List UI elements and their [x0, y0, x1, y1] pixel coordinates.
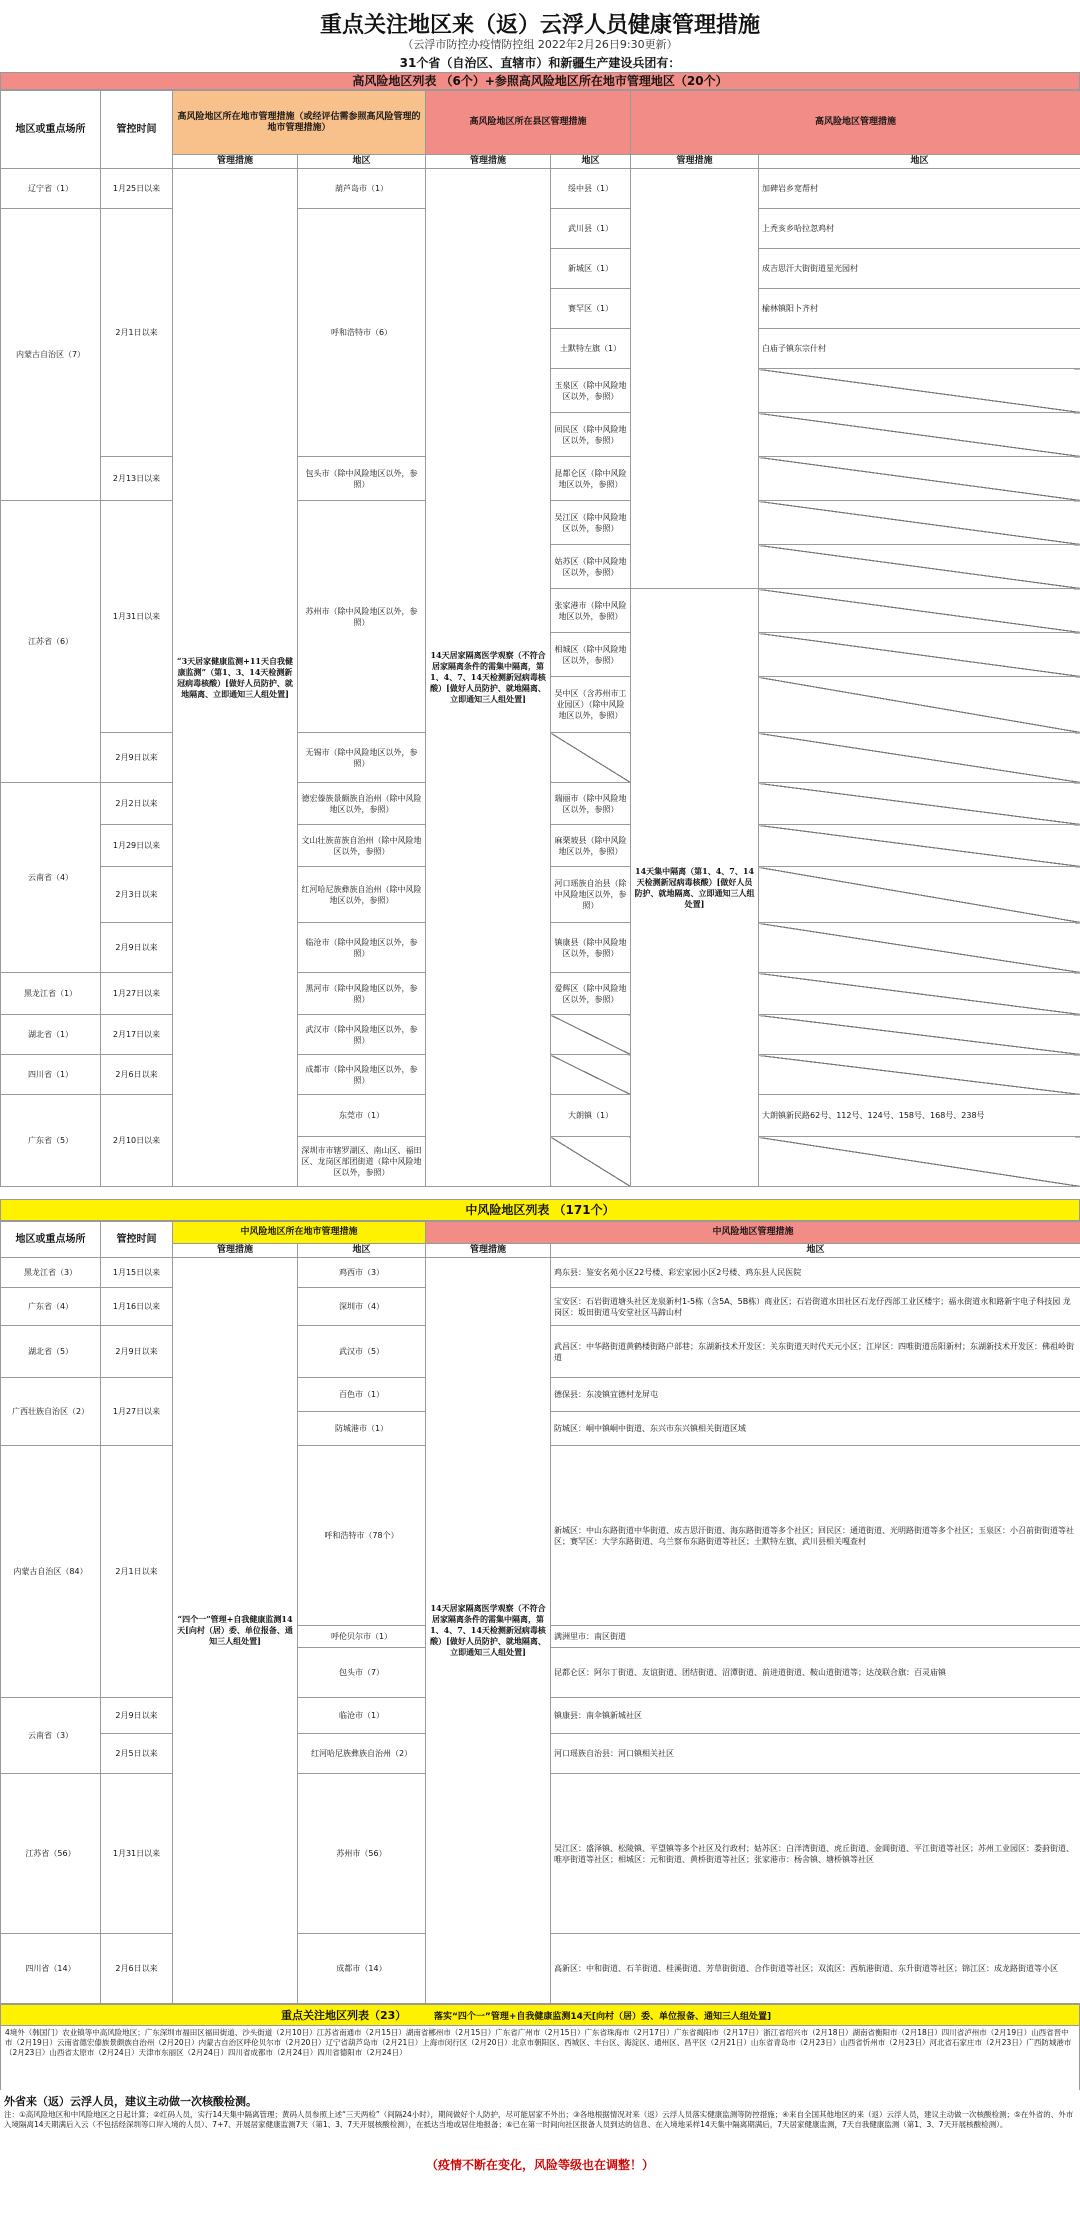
empty-slash-cell [759, 825, 1080, 867]
city-cell: 呼和浩特市（6） [298, 209, 426, 457]
county-cell: 土默特左旗（1） [551, 329, 631, 369]
empty-slash-cell [759, 923, 1080, 973]
sub-area: 地区 [298, 155, 426, 169]
time-cell: 1月29日以来 [101, 825, 173, 867]
city-cell: 鸡西市（3） [298, 1258, 426, 1288]
empty-slash-cell [759, 677, 1080, 733]
empty-slash-cell [759, 733, 1080, 783]
county-cell: 吴江区（除中风险地区以外，参照） [551, 501, 631, 545]
detail-cell: 昆都仑区：阿尔丁街道、友谊街道、团结街道、沼潭街道、前进道街道、鞍山道街道等；达茂联合旗：百灵庙镇 [551, 1648, 1080, 1698]
county-cell: 镇康县（除中风险地区以外，参照） [551, 923, 631, 973]
col-time: 管控时间 [101, 91, 173, 169]
region-cell: 内蒙古自治区（7） [1, 209, 101, 501]
time-cell: 2月9日以来 [101, 1326, 173, 1378]
county-cell: 昆都仑区（除中风险地区以外，参照） [551, 457, 631, 501]
sub-area: 地区 [759, 155, 1080, 169]
city-cell: 葫芦岛市（1） [298, 169, 426, 209]
sub-measure: 管理措施 [426, 155, 551, 169]
time-cell: 1月31日以来 [101, 501, 173, 733]
county-cell: 绥中县（1） [551, 169, 631, 209]
area-cell: 成吉思汗大街街道星光园村 [759, 249, 1080, 289]
city-measure: “3天居家健康监测+11天自我健康监测”（第1、3、14天检测新冠病毒核酸）[做好人员防护、就地隔离、立即通知三人组处置] [173, 169, 298, 1187]
focus-measure: 落实“四个一”管理+自我健康监测14天[向村（居）委、单位报备、通知三人组处置] [434, 2012, 772, 2022]
detail-cell: 德保县：东凌镇宜德村龙屏屯 [551, 1378, 1080, 1412]
region-cell: 黑龙江省（3） [1, 1258, 101, 1288]
city-cell: 呼和浩特市（78个） [298, 1446, 426, 1626]
high-measure-top [631, 169, 759, 589]
area-measure: 14天居家隔离医学观察（不符合居家隔离条件的需集中隔离，第1、4、7、14天检测新冠病毒核酸）[做好人员防护、就地隔离、立即通知三人组处置] [426, 1258, 551, 2004]
detail-cell: 新城区：中山东路街道中华街道、成吉思汗街道、海东路街道等多个社区；回民区：通道街道、光明路街道等多个社区；玉泉区：小召前街街道等社区；赛罕区：大学东路街道、乌兰察布东路街道等社区；土默特左旗、武川县相关嘎查村 [551, 1446, 1080, 1626]
city-cell: 包头市（7） [298, 1648, 426, 1698]
city-cell: 红河哈尼族彝族自治州（2） [298, 1734, 426, 1774]
county-measure: 14天居家隔离医学观察（不符合居家隔离条件的需集中隔离，第1、4、7、14天检测新冠病毒核酸）[做好人员防护、就地隔离、立即通知三人组处置] [426, 169, 551, 1187]
area-cell: 白庙子镇东宗什村 [759, 329, 1080, 369]
time-cell: 1月15日以来 [101, 1258, 173, 1288]
county-cell: 张家港市（除中风险地区以外，参照） [551, 589, 631, 633]
time-cell: 2月9日以来 [101, 1698, 173, 1734]
region-cell: 四川省（14） [1, 1934, 101, 2004]
area-cell: 加碑岩乡宽帮村 [759, 169, 1080, 209]
county-cell: 爱辉区（除中风险地区以外，参照） [551, 973, 631, 1015]
empty-slash-cell [551, 1137, 631, 1187]
city-cell: 包头市（除中风险地区以外，参照） [298, 457, 426, 501]
time-cell: 1月16日以来 [101, 1288, 173, 1326]
time-cell: 1月27日以来 [101, 973, 173, 1015]
city-cell: 德宏傣族景颇族自治州（除中风险地区以外，参照） [298, 783, 426, 825]
city-cell: 临沧市（1） [298, 1698, 426, 1734]
region-cell: 云南省（4） [1, 783, 101, 973]
empty-slash-cell [759, 973, 1080, 1015]
empty-slash-cell [551, 1015, 631, 1055]
region-cell: 广东省（4） [1, 1288, 101, 1326]
city-cell: 临沧市（除中风险地区以外，参照） [298, 923, 426, 973]
city-cell: 深圳市市辖罗湖区、南山区、福田区、龙岗区部团街道（除中风险地区以外，参照） [298, 1137, 426, 1187]
col-region: 地区或重点场所 [1, 91, 101, 169]
time-cell: 2月1日以来 [101, 209, 173, 457]
grp-area: 中风险地区管理措施 [426, 1222, 1080, 1244]
region-cell: 江苏省（6） [1, 501, 101, 783]
region-cell: 湖北省（1） [1, 1015, 101, 1055]
region-cell: 四川省（1） [1, 1055, 101, 1095]
region-cell: 江苏省（56） [1, 1774, 101, 1934]
city-cell: 深圳市（4） [298, 1288, 426, 1326]
region-cell: 湖北省（5） [1, 1326, 101, 1378]
empty-slash-cell [551, 733, 631, 783]
city-cell: 武汉市（除中风险地区以外，参照） [298, 1015, 426, 1055]
region-cell: 云南省（3） [1, 1698, 101, 1774]
city-measure: “四个一”管理+自我健康监测14天[向村（居）委、单位报备、通知三人组处置] [173, 1258, 298, 2004]
county-cell: 吴中区（含苏州市工业园区）（除中风险地区以外，参照） [551, 677, 631, 733]
time-cell: 1月27日以来 [101, 1378, 173, 1446]
high-measure: 14天集中隔离（第1、4、7、14天检测新冠病毒核酸）[做好人员防护、就地隔离、立即通知三人组处置] [631, 589, 759, 1187]
col-region: 地区或重点场所 [1, 1222, 101, 1258]
city-cell: 苏州市（56） [298, 1774, 426, 1934]
county-cell: 姑苏区（除中风险地区以外，参照） [551, 545, 631, 589]
medium-risk-table [0, 1221, 1080, 2004]
sub-measure: 管理措施 [631, 155, 759, 169]
closing-warning: （疫情不断在变化，风险等级也在调整！） [425, 2158, 654, 2172]
time-cell: 2月1日以来 [101, 1446, 173, 1698]
time-cell: 2月17日以来 [101, 1015, 173, 1055]
time-cell: 2月6日以来 [101, 1055, 173, 1095]
empty-slash-cell [759, 1137, 1080, 1187]
city-cell: 成都市（14） [298, 1934, 426, 2004]
city-cell: 东莞市（1） [298, 1095, 426, 1137]
region-cell: 广东省（5） [1, 1095, 101, 1187]
city-cell: 黑河市（除中风险地区以外，参照） [298, 973, 426, 1015]
detail-cell: 防城区：峒中镇峒中街道、东兴市东兴镇相关街道区域 [551, 1412, 1080, 1446]
region-cell: 辽宁省（1） [1, 169, 101, 209]
detail-cell: 河口瑶族自治县：河口镇相关社区 [551, 1734, 1080, 1774]
region-cell: 黑龙江省（1） [1, 973, 101, 1015]
empty-slash-cell [551, 1055, 631, 1095]
area-cell: 大朗镇新民路62号、112号、124号、158号、168号、238号 [759, 1095, 1080, 1137]
empty-slash-cell [759, 413, 1080, 457]
empty-slash-cell [759, 589, 1080, 633]
city-cell: 苏州市（除中风险地区以外，参照） [298, 501, 426, 733]
time-cell: 2月3日以来 [101, 867, 173, 923]
city-cell: 红河哈尼族彝族自治州（除中风险地区以外，参照） [298, 867, 426, 923]
county-cell: 大朗镇（1） [551, 1095, 631, 1137]
sub-measure: 管理措施 [426, 1244, 551, 1258]
grp-city: 中风险地区所在地市管理措施 [173, 1222, 426, 1244]
city-cell: 无锡市（除中风险地区以外，参照） [298, 733, 426, 783]
time-cell: 2月2日以来 [101, 783, 173, 825]
grp-high: 高风险地区管理措施 [631, 91, 1080, 155]
empty-slash-cell [759, 501, 1080, 545]
notice-heading: 外省来（返）云浮人员，建议主动做一次核酸检测。 [4, 2095, 257, 2108]
county-cell: 玉泉区（除中风险地区以外，参照） [551, 369, 631, 413]
high-risk-band: 高风险地区列表 （6个）+参照高风险地区所在地市管理地区（20个） [0, 72, 1080, 90]
focus-band [0, 2004, 1080, 2026]
city-cell: 武汉市（5） [298, 1326, 426, 1378]
medium-risk-band: 中风险地区列表 （171个） [0, 1199, 1080, 1221]
sub-measure: 管理措施 [173, 155, 298, 169]
empty-slash-cell [759, 1015, 1080, 1055]
notice-text: 注：①高风险地区和中风险地区之日起计算；②红码人员，实行14天集中隔离管理；黄码人员参照上述“三天两检”（间隔24小时），期间做好个人防护，尽可能居家不外出；③各地根据情况对来（返）云浮人员落实健康监测等防控措施；④来自全国其他地区的来（返）云浮人员，建议主动做一次核酸检测；⑤在外省的、外市入境隔离14天期满后入云（不包括经深圳等口岸入境的人员）、7+7、开展居家健康监测7天（第1、3、7天开展核酸检测），在抵达当地或居住地报备；⑥已在第一时间向社区报备人员到达的信息、在入境地采样14天集中隔离期满后，7天居家健康监测，7天自我健康监测（第1、3、7天开展核酸检测）。 [4, 2110, 1074, 2129]
time-cell: 2月9日以来 [101, 733, 173, 783]
intro-text: 31个省（自治区、直辖市）和新疆生产建设兵团有： [399, 56, 681, 70]
city-cell: 百色市（1） [298, 1378, 426, 1412]
county-cell: 回民区（除中风险地区以外，参照） [551, 413, 631, 457]
city-cell: 防城港市（1） [298, 1412, 426, 1446]
time-cell: 2月6日以来 [101, 1934, 173, 2004]
sub-area: 地区 [298, 1244, 426, 1258]
sub-measure: 管理措施 [173, 1244, 298, 1258]
region-cell: 广西壮族自治区（2） [1, 1378, 101, 1446]
empty-slash-cell [759, 369, 1080, 413]
empty-slash-cell [759, 1055, 1080, 1095]
county-cell: 相城区（除中风险地区以外，参照） [551, 633, 631, 677]
detail-cell: 高新区：中和街道、石羊街道、桂溪街道、芳草街街道、合作街道等社区；双流区：西航港街道、东升街道等社区；锦江区：成龙路街道等小区 [551, 1934, 1080, 2004]
detail-cell: 武昌区：中华路街道黄鹤楼街路户部巷；东湖新技术开发区：关东街道天时代天元小区；江岸区：四唯街道岳阳新村；东湖新技术开发区：佛祖岭街道 [551, 1326, 1080, 1378]
county-cell: 河口瑶族自治县（除中风险地区以外，参照） [551, 867, 631, 923]
time-cell: 2月10日以来 [101, 1095, 173, 1187]
high-risk-table [0, 90, 1080, 1187]
time-cell: 1月25日以来 [101, 169, 173, 209]
page-subtitle: （云浮市防控办疫情防控组 2022年2月26日9:30更新） [402, 38, 678, 51]
detail-cell: 镇康县：南伞镇新城社区 [551, 1698, 1080, 1734]
detail-cell: 吴江区：盛泽镇、松陵镇、平望镇等多个社区及行政村；姑苏区：白洋湾街道、虎丘街道、金阊街道、平江街道等社区；苏州工业园区：娄葑街道、唯亭街道等社区；相城区：元和街道、黄桥街道等社区；张家港市：杨舍镇、塘桥镇等社区 [551, 1774, 1080, 1934]
city-cell: 成都市（除中风险地区以外，参照） [298, 1055, 426, 1095]
grp-city: 高风险地区所在地市管理措施（或经评估需参照高风险管理的地市管理措施） [173, 91, 426, 155]
time-cell: 2月9日以来 [101, 923, 173, 973]
time-cell: 1月31日以来 [101, 1774, 173, 1934]
empty-slash-cell [759, 783, 1080, 825]
county-cell: 赛罕区（1） [551, 289, 631, 329]
sub-area: 地区 [551, 155, 631, 169]
detail-cell: 鸡东县：鉴安名苑小区22号楼、彩宏家园小区2号楼、鸡东县人民医院 [551, 1258, 1080, 1288]
grp-county: 高风险地区所在县区管理措施 [426, 91, 631, 155]
col-time: 管控时间 [101, 1222, 173, 1258]
county-cell: 麻栗坡县（除中风险地区以外，参照） [551, 825, 631, 867]
county-cell: 新城区（1） [551, 249, 631, 289]
detail-cell: 宝安区：石岩街道塘头社区龙泉新村1-5栋（含5A、5B栋）商业区；石岩街道水田社区石龙仔西部工业区楼宇；福永街道永和路新宇电子科技园 龙岗区：坂田街道马安堂社区马蹄山村 [551, 1288, 1080, 1326]
county-cell: 瑞丽市（除中风险地区以外，参照） [551, 783, 631, 825]
county-cell: 武川县（1） [551, 209, 631, 249]
area-cell: 榆林镇阳卜齐村 [759, 289, 1080, 329]
focus-list: 4境外（韩国门）农业镇等中高风险地区；广东深圳市福田区福田街道、沙头街道（2月10日）江苏省南通市（2月15日）湖南省郴州市（2月15日）广东省广州市（2月15日）广东省珠海市（2月17日）广东省揭阳市（2月17日）浙江省绍兴市（2月18日）湖南省衡阳市（2月18日）四川省泸州市（2月19日）山西省晋中市（2月19日）云南省德宏傣族景颇族自治州（2月20日）内蒙古自治区呼伦贝尔市（2月20日）辽宁省葫芦岛市（2月21日）上海市闵行区（2月20日）北京市朝阳区、西城区、丰台区、海淀区、通州区、昌平区（2月21日）山东省青岛市（2月23日）山西省忻州市（2月23日）河北省石家庄市（2月23日）广西防城港市（2月23日）山西省太原市（2月24日）天津市东丽区（2月24日）四川省成都市（2月24日）四川省德阳市（2月24日） [0, 2026, 1080, 2090]
empty-slash-cell [759, 457, 1080, 501]
time-cell: 2月5日以来 [101, 1734, 173, 1774]
area-cell: 上秃亥乡哈拉忽鸡村 [759, 209, 1080, 249]
focus-title: 重点关注地区列表（23） [281, 2009, 407, 2022]
empty-slash-cell [759, 545, 1080, 589]
detail-cell: 满洲里市：南区街道 [551, 1626, 1080, 1648]
page-title: 重点关注地区来（返）云浮人员健康管理措施 [319, 12, 760, 38]
empty-slash-cell [759, 867, 1080, 923]
time-cell: 2月13日以来 [101, 457, 173, 501]
city-cell: 文山壮族苗族自治州（除中风险地区以外，参照） [298, 825, 426, 867]
region-cell: 内蒙古自治区（84） [1, 1446, 101, 1698]
empty-slash-cell [759, 633, 1080, 677]
sub-area: 地区 [551, 1244, 1080, 1258]
city-cell: 呼伦贝尔市（1） [298, 1626, 426, 1648]
